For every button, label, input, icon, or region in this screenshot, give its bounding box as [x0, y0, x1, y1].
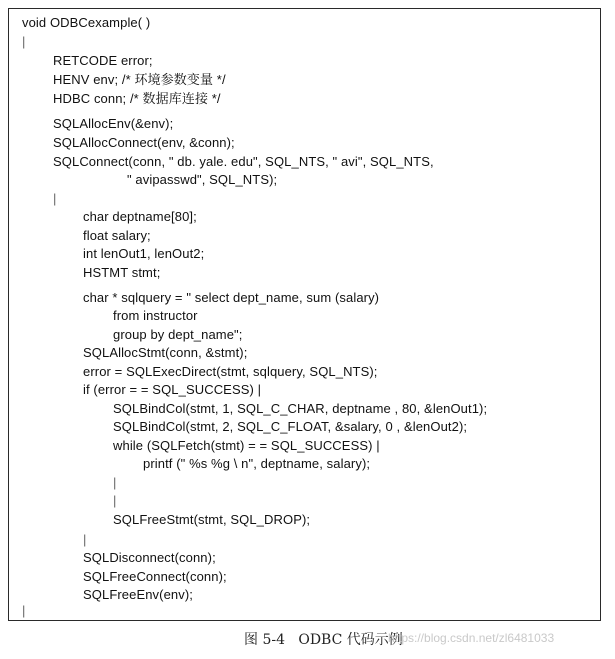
code-line: RETCODE error;	[53, 53, 153, 68]
code-line: " avipasswd", SQL_NTS);	[127, 172, 278, 187]
code-line: printf (" %s %g \ n", deptname, salary);	[143, 456, 371, 471]
brace-mark: |	[113, 493, 117, 508]
code-line: char deptname[80];	[83, 209, 197, 224]
code-line: SQLBindCol(stmt, 1, SQL_C_CHAR, deptname , 80, &lenOut1);	[113, 401, 488, 416]
code-line: SQLAllocConnect(env, &conn);	[53, 135, 235, 150]
code-line: int lenOut1, lenOut2;	[83, 246, 205, 261]
code-line: group by dept_name";	[113, 327, 243, 342]
code-line: SQLFreeEnv(env);	[83, 587, 193, 602]
code-line: HDBC conn; /* 数据库连接 */	[53, 91, 221, 106]
brace-mark: |	[83, 532, 87, 547]
brace-mark: |	[53, 191, 57, 206]
brace-mark: |	[113, 475, 117, 490]
code-line: SQLAllocEnv(&env);	[53, 116, 174, 131]
code-line: SQLConnect(conn, " db. yale. edu", SQL_NTS, " avi", SQL_NTS,	[53, 154, 434, 169]
code-line: void ODBCexample( )	[22, 15, 151, 30]
code-line: SQLDisconnect(conn);	[83, 550, 216, 565]
code-line: float salary;	[83, 228, 151, 243]
brace-mark: |	[22, 603, 26, 618]
code-line: HENV env; /* 环境参数变量 */	[53, 72, 226, 87]
figure-caption	[0, 627, 615, 649]
code-line: SQLAllocStmt(conn, &stmt);	[83, 345, 248, 360]
code-line: error = SQLExecDirect(stmt, sqlquery, SQL_NTS);	[83, 364, 378, 379]
code-line: from instructor	[113, 308, 198, 323]
code-line: if (error = = SQL_SUCCESS) |	[83, 382, 262, 397]
code-line: HSTMT stmt;	[83, 265, 161, 280]
code-line: char * sqlquery = " select dept_name, sum (salary)	[83, 290, 380, 305]
brace-mark: |	[22, 34, 26, 49]
code-listing-box	[8, 8, 601, 621]
code-line: while (SQLFetch(stmt) = = SQL_SUCCESS) |	[113, 438, 380, 453]
code-line: SQLBindCol(stmt, 2, SQL_C_FLOAT, &salary, 0 , &lenOut2);	[113, 419, 468, 434]
code-line: SQLFreeConnect(conn);	[83, 569, 227, 584]
code-line: SQLFreeStmt(stmt, SQL_DROP);	[113, 512, 311, 527]
watermark-url: https://blog.csdn.net/zl6481033	[388, 631, 555, 645]
caption-text: 图 5-4 ODBC 代码示例	[244, 632, 403, 648]
